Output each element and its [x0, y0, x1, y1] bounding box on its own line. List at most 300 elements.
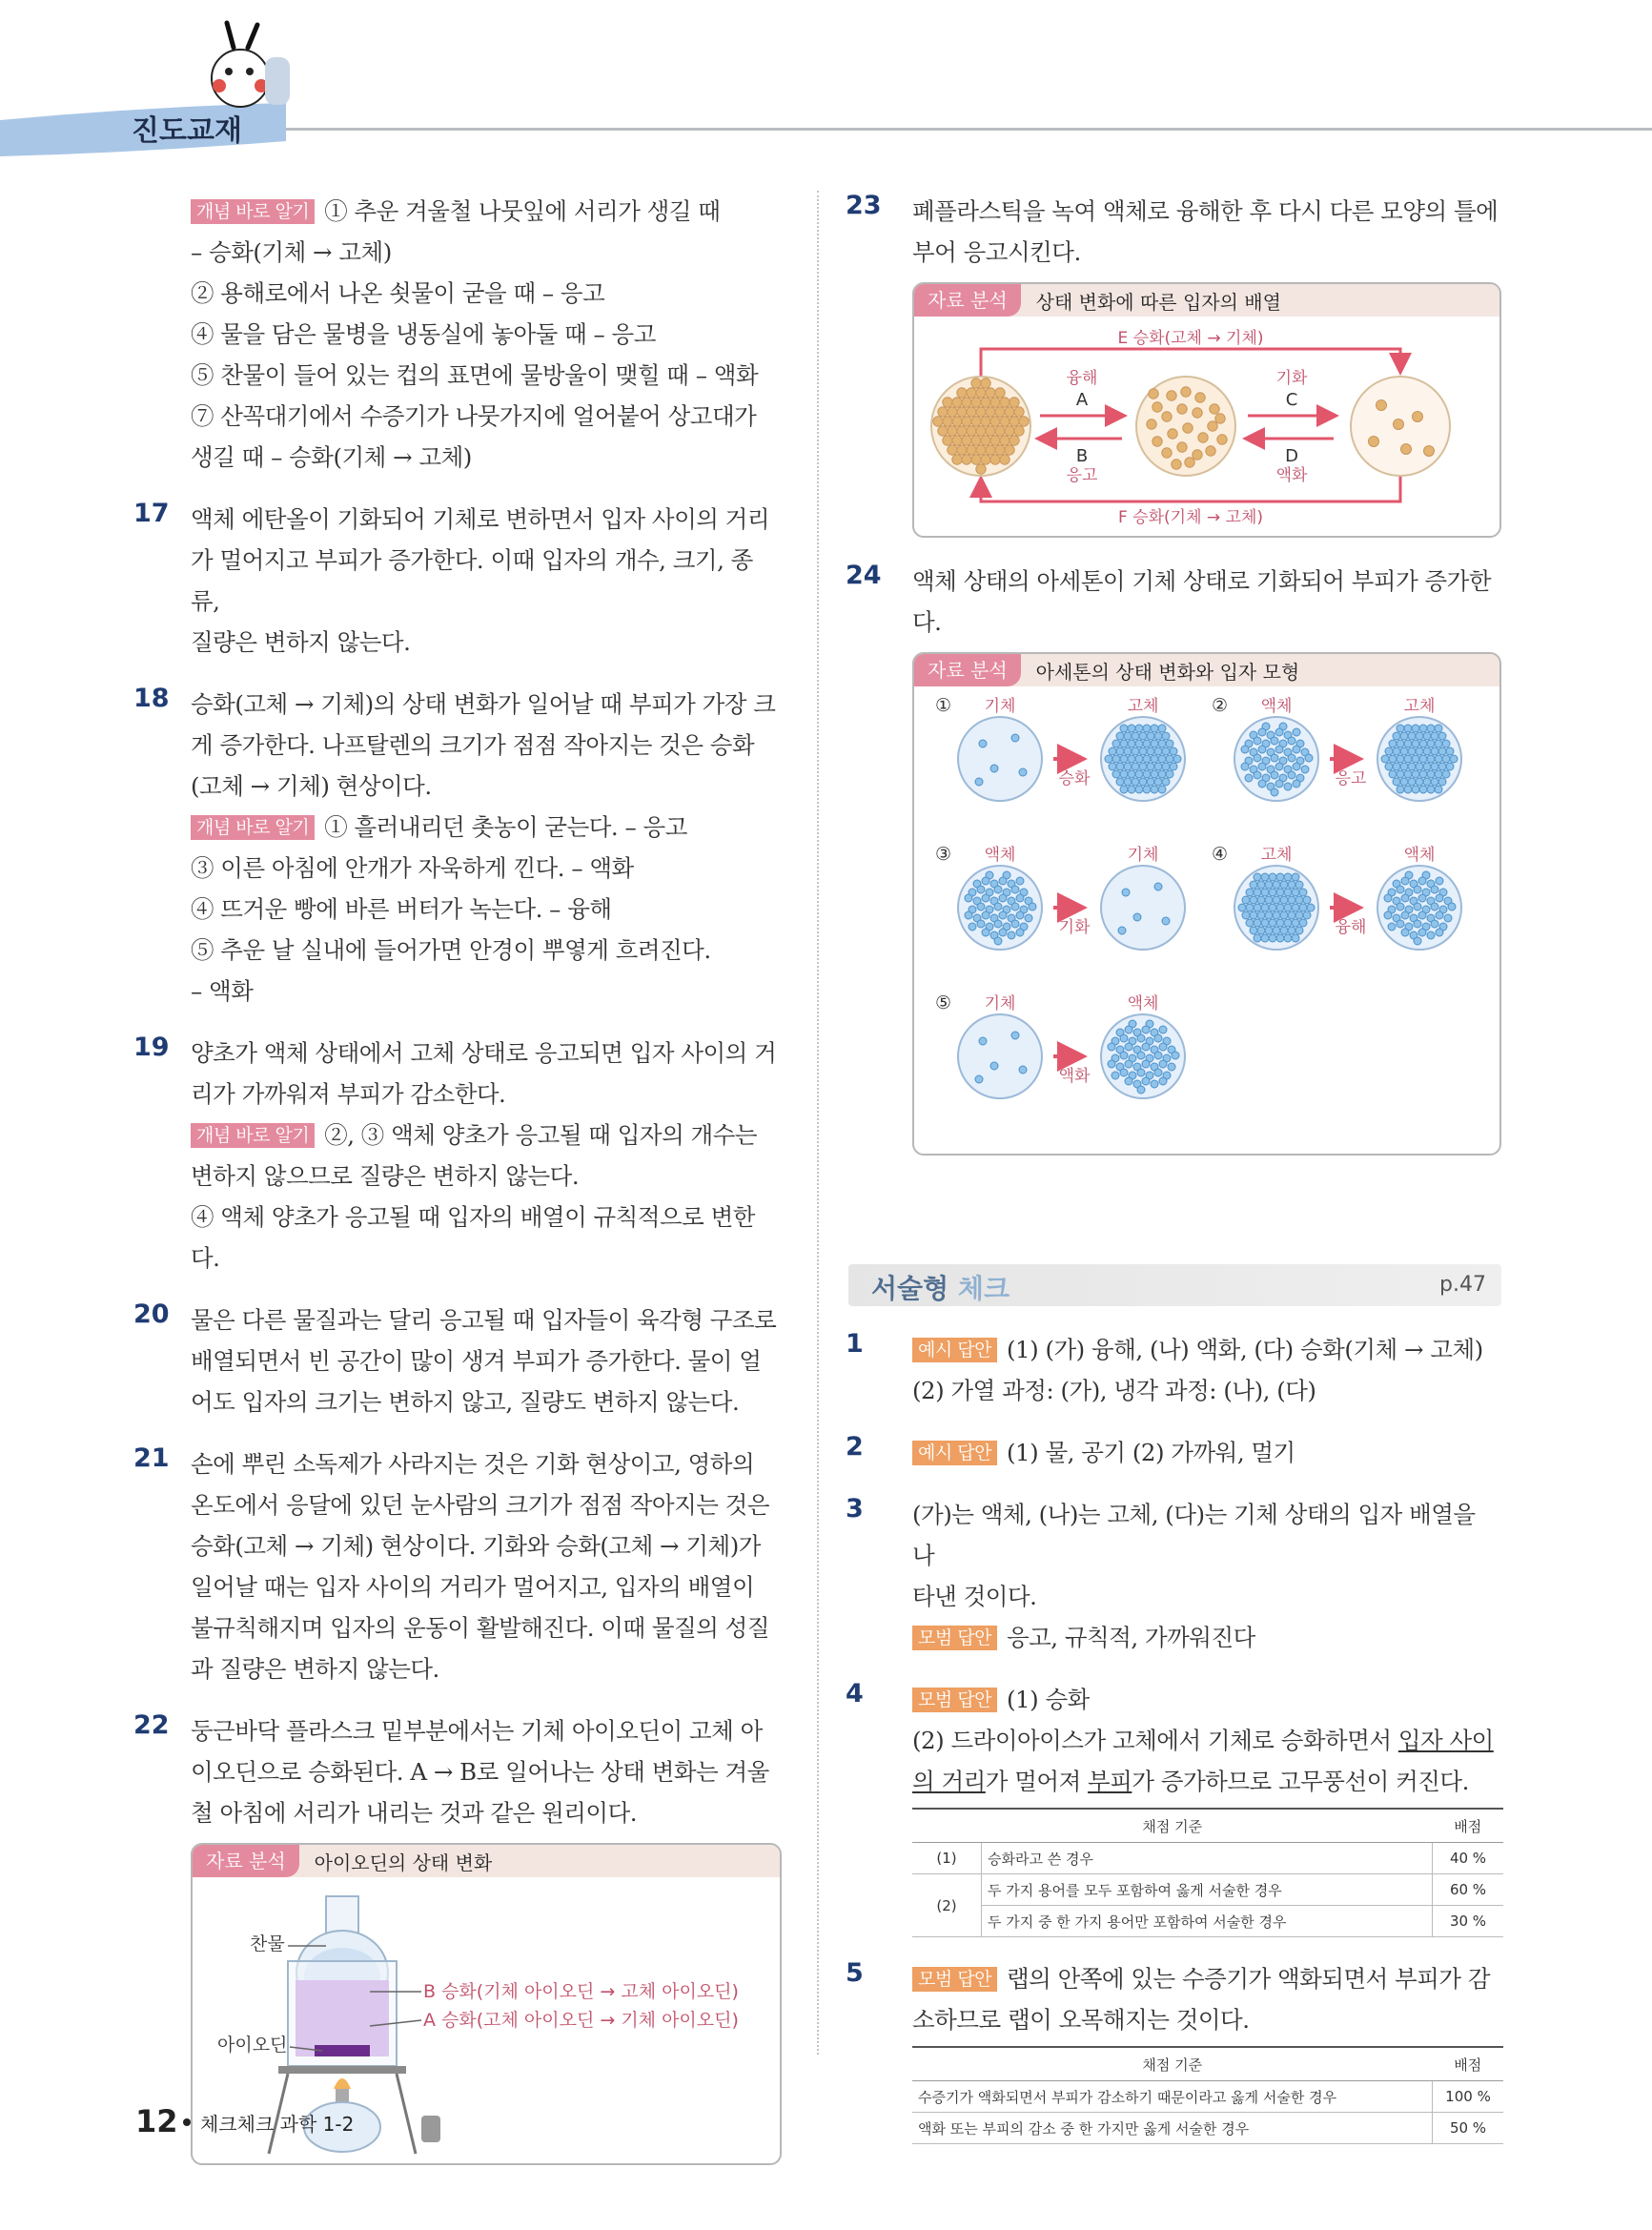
particle: [1265, 911, 1273, 919]
particle: [1377, 400, 1387, 411]
particle: [1124, 778, 1132, 786]
particle: [1435, 725, 1442, 732]
particle: [1120, 755, 1128, 763]
table-row: [912, 1874, 1503, 1906]
particle: [1438, 732, 1446, 740]
particle: [1393, 778, 1400, 786]
label-condensation: 액화: [1275, 466, 1308, 485]
particle: [1442, 740, 1450, 747]
particle: [1245, 774, 1253, 782]
particle: [1438, 778, 1446, 786]
column-divider: [817, 191, 819, 2055]
answer-19: [133, 1033, 782, 1279]
particle: [977, 886, 985, 893]
particle: [990, 436, 1000, 445]
particle: [1408, 732, 1416, 740]
particle: [1154, 1052, 1162, 1059]
model-circle: [958, 1014, 1042, 1098]
particle: [1438, 747, 1446, 755]
particle: [1142, 1077, 1150, 1085]
particle: [990, 417, 1000, 426]
question-number: 4: [846, 1679, 864, 1708]
particle: [1401, 877, 1409, 885]
particle: [1397, 920, 1404, 928]
particle: [1168, 429, 1177, 439]
box-title: 상태 변화에 따른 입자의 배열: [1035, 290, 1281, 314]
particle: [1414, 886, 1421, 893]
answer-20: [133, 1299, 782, 1422]
panel-process: 융해: [1335, 918, 1367, 937]
header-title: 진도교재: [132, 114, 242, 148]
panel-process: 응고: [1335, 769, 1367, 788]
table-cell: 승화라고 쓴 경우: [982, 1843, 1433, 1874]
particle: [999, 911, 1007, 919]
particle: [994, 920, 1002, 928]
particle: [1124, 763, 1132, 770]
particle: [1292, 919, 1299, 927]
particle: [957, 445, 967, 455]
particle: [979, 740, 987, 747]
particle: [1404, 740, 1412, 747]
particle: [1005, 407, 1014, 417]
particle: [1381, 755, 1389, 763]
particle: [1132, 763, 1139, 770]
particle: [1261, 873, 1269, 881]
text-line: 타낸 것이다.: [912, 1583, 1037, 1610]
table-row: [912, 2081, 1503, 2113]
particle: [1292, 889, 1299, 896]
particle: [1210, 404, 1219, 414]
particle: [1292, 934, 1299, 942]
analysis-tag: 자료 분석: [914, 284, 1021, 317]
particle: [962, 436, 971, 445]
particle: [1284, 904, 1292, 911]
table-cell: 50 %: [1433, 2113, 1504, 2144]
answer-22: [133, 1710, 782, 2165]
particle: [1412, 770, 1419, 778]
particle: [1162, 747, 1170, 755]
particle: [1393, 763, 1400, 770]
question-number: 23: [846, 191, 882, 220]
section-title: [871, 1268, 1010, 1306]
particle: [1166, 755, 1173, 763]
particle: [1000, 417, 1010, 426]
particle: [1427, 755, 1435, 763]
particle: [1154, 1034, 1162, 1042]
particle: [1250, 896, 1257, 904]
particle: [1177, 404, 1187, 414]
question-number: 24: [846, 561, 882, 590]
particle: [976, 464, 986, 474]
particle: [986, 445, 995, 455]
answer-21: [133, 1443, 782, 1689]
particle: [1419, 725, 1427, 732]
particle: [1303, 896, 1311, 904]
particle: [1412, 755, 1419, 763]
particle: [1250, 881, 1257, 889]
state-change-diagram: [914, 317, 1501, 532]
label-b: B: [1075, 446, 1089, 466]
label-f: F 승화(기체 → 고체): [1117, 508, 1264, 527]
particle: [1257, 896, 1265, 904]
particle: [1293, 728, 1300, 736]
particle: [1397, 755, 1404, 763]
panel-number: ①: [935, 695, 952, 716]
particle: [999, 929, 1007, 936]
particle: [1275, 763, 1283, 770]
particle: [1143, 740, 1151, 747]
question-number: 21: [133, 1443, 170, 1473]
question-number: 1: [846, 1329, 864, 1359]
text-line: ④ 뜨거운 빵에 바른 버터가 녹는다. – 융해: [191, 895, 612, 923]
particle: [1431, 903, 1438, 910]
panel-to: 고체: [1403, 697, 1436, 716]
particle: [1301, 766, 1309, 773]
panel-number: ④: [1212, 844, 1229, 865]
particle: [1000, 398, 1010, 407]
particle: [1154, 763, 1162, 770]
mascot-icon: [181, 19, 296, 124]
particle: [967, 407, 976, 417]
table-row: [912, 1843, 1503, 1874]
particle: [1419, 786, 1427, 793]
particle: [1431, 763, 1438, 770]
particle: [1254, 771, 1261, 779]
particle: [1162, 732, 1170, 740]
particle: [986, 407, 995, 417]
particle: [1152, 437, 1162, 446]
particle: [957, 388, 967, 398]
particle: [1011, 903, 1019, 910]
answer-24: [848, 561, 1501, 1156]
particle: [1116, 732, 1124, 740]
particle: [1242, 911, 1250, 919]
particle: [1271, 771, 1278, 779]
particle: [1431, 886, 1438, 893]
particle: [994, 903, 1002, 910]
particle: [1170, 763, 1177, 770]
particle: [1385, 763, 1393, 770]
particle: [1295, 896, 1303, 904]
panel-to: 액체: [1403, 846, 1436, 865]
particle: [1154, 747, 1162, 755]
particle: [1288, 754, 1295, 762]
text-line: ④ 액체 양초가 응고될 때 입자의 배열이 규칙적으로 변한다.: [191, 1203, 755, 1272]
question-number: 20: [133, 1299, 170, 1329]
particle: [1166, 740, 1173, 747]
particle: [1269, 904, 1276, 911]
panel-from: 기체: [984, 994, 1016, 1013]
particle: [1011, 886, 1019, 893]
panel-from: 기체: [984, 697, 1016, 716]
particle: [1269, 934, 1276, 942]
particle: [1427, 931, 1435, 939]
panel-number: ③: [935, 844, 952, 865]
particle: [995, 388, 1005, 398]
table-cell: 액화 또는 부피의 감소 중 한 가지만 옳게 서술한 경우: [912, 2113, 1433, 2144]
label-process-a: A 승화(고체 아이오딘 → 기체 아이오딘): [423, 2010, 739, 2031]
particle: [952, 436, 962, 445]
particle: [1293, 763, 1300, 770]
box-title: 아세톤의 상태 변화와 입자 모형: [1035, 660, 1300, 684]
particle: [1195, 393, 1205, 402]
text-line: ②, ③ 액체 양초가 응고될 때 입자의 개수는: [324, 1121, 758, 1149]
particle: [1019, 1066, 1027, 1074]
particle: [1416, 763, 1423, 770]
particle: [1435, 755, 1442, 763]
particle: [971, 455, 981, 464]
particle: [981, 378, 990, 388]
particle: [1193, 408, 1202, 418]
particle: [1414, 903, 1421, 910]
particle: [1273, 881, 1280, 889]
particle: [1250, 927, 1257, 934]
answer-16-continued: [148, 191, 782, 478]
particle: [948, 426, 957, 436]
text-line: 물은 다른 물질과는 달리 응고될 때 입자들이 육각형 구조로: [191, 1306, 777, 1334]
particle: [976, 445, 986, 455]
text-line: – 승화(기체 → 고체): [191, 238, 392, 266]
particle: [999, 877, 1007, 885]
label-freezing: 응고: [1066, 466, 1098, 485]
particle: [952, 417, 962, 426]
particle: [1276, 934, 1284, 942]
particle: [1448, 903, 1456, 910]
particle: [1120, 740, 1128, 747]
descriptive-1: [848, 1329, 1501, 1411]
particle: [1269, 919, 1276, 927]
underlined-term: 의 거리: [912, 1768, 986, 1795]
footer-bullet: [183, 2118, 191, 2126]
particle: [1142, 1026, 1150, 1033]
particle: [938, 426, 948, 436]
particle: [1273, 927, 1280, 934]
box-title: 아이오딘의 상태 변화: [314, 1851, 493, 1874]
text-line: (1) 물, 공기 (2) 가까워, 멀기: [1006, 1439, 1295, 1466]
label-cold-water: 찬물: [250, 1933, 285, 1954]
particle: [1400, 763, 1408, 770]
particle: [1424, 446, 1435, 457]
particle: [1397, 770, 1404, 778]
particle: [971, 378, 981, 388]
particle: [1135, 755, 1143, 763]
particle: [1394, 419, 1404, 430]
particle: [1135, 740, 1143, 747]
particle: [962, 455, 971, 464]
particle: [1431, 778, 1438, 786]
panel-to: 고체: [1127, 697, 1159, 716]
right-column: [848, 191, 1501, 2165]
particle: [1151, 786, 1158, 793]
particle: [1265, 927, 1273, 934]
particle: [990, 455, 1000, 464]
text-line: 배열되면서 빈 공간이 많이 생겨 부피가 증가한다. 물이 얼: [191, 1347, 762, 1375]
particle: [1108, 1043, 1115, 1051]
particle: [1137, 1034, 1145, 1042]
panel-from: 액체: [1260, 697, 1293, 716]
particle: [1416, 747, 1423, 755]
particle: [1254, 904, 1261, 911]
particle: [1029, 903, 1036, 910]
particle: [1427, 740, 1435, 747]
header-rule: [286, 128, 1652, 131]
particle: [1147, 763, 1154, 770]
particle: [1147, 419, 1156, 429]
particle: [1151, 725, 1158, 732]
text-line: 질량은 변하지 않는다.: [191, 628, 411, 656]
text-line: 게 증가한다. 나프탈렌의 크기가 점점 작아지는 것은 승화: [191, 731, 755, 759]
particle: [1436, 894, 1443, 902]
answer-17: [133, 499, 782, 663]
table-cell: 100 %: [1433, 2081, 1504, 2113]
particle: [1133, 913, 1141, 921]
example-answer-tag: 예시 답안: [912, 1441, 997, 1465]
text-line: 액체 에탄올이 기화되어 기체로 변하면서 입자 사이의 거리: [191, 505, 770, 533]
descriptive-5: [848, 1958, 1501, 2144]
particle: [1183, 423, 1193, 433]
particle: [1149, 389, 1158, 399]
particle: [1125, 1043, 1132, 1051]
particle: [1280, 927, 1288, 934]
particle: [1167, 391, 1176, 400]
acetone-model-diagram: [914, 686, 1501, 1150]
particle: [1416, 732, 1423, 740]
particle: [1385, 747, 1393, 755]
particle: [1116, 763, 1124, 770]
question-number: 19: [133, 1033, 170, 1062]
particle: [976, 426, 986, 436]
particle: [1128, 770, 1135, 778]
particle: [1446, 747, 1454, 755]
model-circle: [958, 717, 1042, 801]
particle: [1112, 740, 1120, 747]
particle: [1404, 770, 1412, 778]
particle: [990, 1062, 998, 1070]
particle: [1369, 437, 1379, 447]
particle: [1128, 725, 1135, 732]
particle: [1427, 770, 1435, 778]
particle: [1404, 755, 1412, 763]
particle: [1293, 780, 1300, 788]
particle: [1143, 770, 1151, 778]
text-line: 둥근바닥 플라스크 밑부분에서는 기체 아이오딘이 고체 아: [191, 1717, 763, 1745]
particle: [967, 426, 976, 436]
particle: [1299, 889, 1307, 896]
text-line: 리가 가까워져 부피가 감소한다.: [191, 1080, 506, 1108]
particle: [1132, 778, 1139, 786]
particle: [1435, 786, 1442, 793]
particle: [990, 765, 998, 772]
particle: [1276, 873, 1284, 881]
particle: [1185, 458, 1194, 467]
particle: [1280, 896, 1288, 904]
particle: [1159, 1043, 1167, 1051]
particle: [1159, 1077, 1167, 1085]
panel-from: 액체: [984, 846, 1016, 865]
particle: [1436, 877, 1443, 885]
section-title-accent: 체크: [957, 1273, 1010, 1304]
particle: [1423, 763, 1431, 770]
particle: [1292, 873, 1299, 881]
question-number: 5: [846, 1958, 864, 1988]
particle: [1397, 786, 1404, 793]
answer-18: [133, 684, 782, 1012]
particle: [1151, 770, 1158, 778]
particle: [1168, 1063, 1175, 1071]
scoring-table: [912, 1808, 1503, 1937]
text-line: 가 멀어지고 부피가 증가한다. 이때 입자의 개수, 크기, 종류,: [191, 546, 753, 615]
particle: [981, 417, 990, 426]
particle: [1108, 1060, 1115, 1068]
underlined-term: 입자 사이: [1397, 1727, 1494, 1754]
table-cell: 두 가지 용어를 모두 포함하여 옳게 서술한 경우: [982, 1874, 1433, 1906]
particle: [1246, 919, 1254, 927]
particle: [1257, 911, 1265, 919]
particle: [938, 407, 948, 417]
particle: [967, 388, 976, 398]
particle: [1419, 740, 1427, 747]
particle: [971, 398, 981, 407]
particle: [1305, 754, 1313, 762]
analysis-tag: 자료 분석: [193, 1845, 299, 1877]
particle: [1112, 755, 1120, 763]
particle: [994, 937, 1002, 945]
table-cell: (1): [912, 1843, 982, 1874]
particle: [969, 923, 976, 931]
particle: [1139, 732, 1147, 740]
particle: [1158, 755, 1166, 763]
particle: [1177, 442, 1187, 452]
particle: [1265, 896, 1273, 904]
particle: [1000, 436, 1010, 445]
label-iodine: 아이오딘: [217, 2035, 288, 2056]
particle: [1151, 755, 1158, 763]
particle: [1120, 1034, 1128, 1042]
particle: [1288, 881, 1295, 889]
table-header-criteria: 채점 기준: [912, 1809, 1433, 1843]
underlined-term: 부피: [1088, 1768, 1132, 1795]
particle: [1413, 412, 1423, 422]
descriptive-4: [848, 1679, 1501, 1937]
particle: [1162, 917, 1170, 925]
table-cell: 60 %: [1433, 1874, 1504, 1906]
particle: [977, 920, 985, 928]
particle: [1151, 740, 1158, 747]
particle: [1261, 934, 1269, 942]
particle: [1414, 937, 1421, 945]
particle: [1172, 460, 1181, 469]
particle: [1384, 911, 1392, 919]
text-line: 철 아침에 서리가 내리는 것과 같은 원리이다.: [191, 1799, 638, 1827]
particle: [1436, 911, 1443, 919]
particle: [1393, 732, 1400, 740]
particle: [1276, 889, 1284, 896]
particle: [1162, 412, 1172, 421]
particle: [1284, 919, 1292, 927]
panel-process: 기화: [1058, 918, 1091, 937]
particle: [1404, 786, 1412, 793]
particle: [1265, 881, 1273, 889]
particle: [1293, 746, 1300, 753]
particle: [1276, 904, 1284, 911]
particle: [1450, 755, 1458, 763]
model-answer-tag: 모범 답안: [912, 1688, 997, 1712]
particle: [1384, 894, 1392, 902]
scoring-table: [912, 2046, 1503, 2144]
particle: [1128, 740, 1135, 747]
particle: [1275, 780, 1283, 788]
table-row: [912, 1906, 1503, 1937]
